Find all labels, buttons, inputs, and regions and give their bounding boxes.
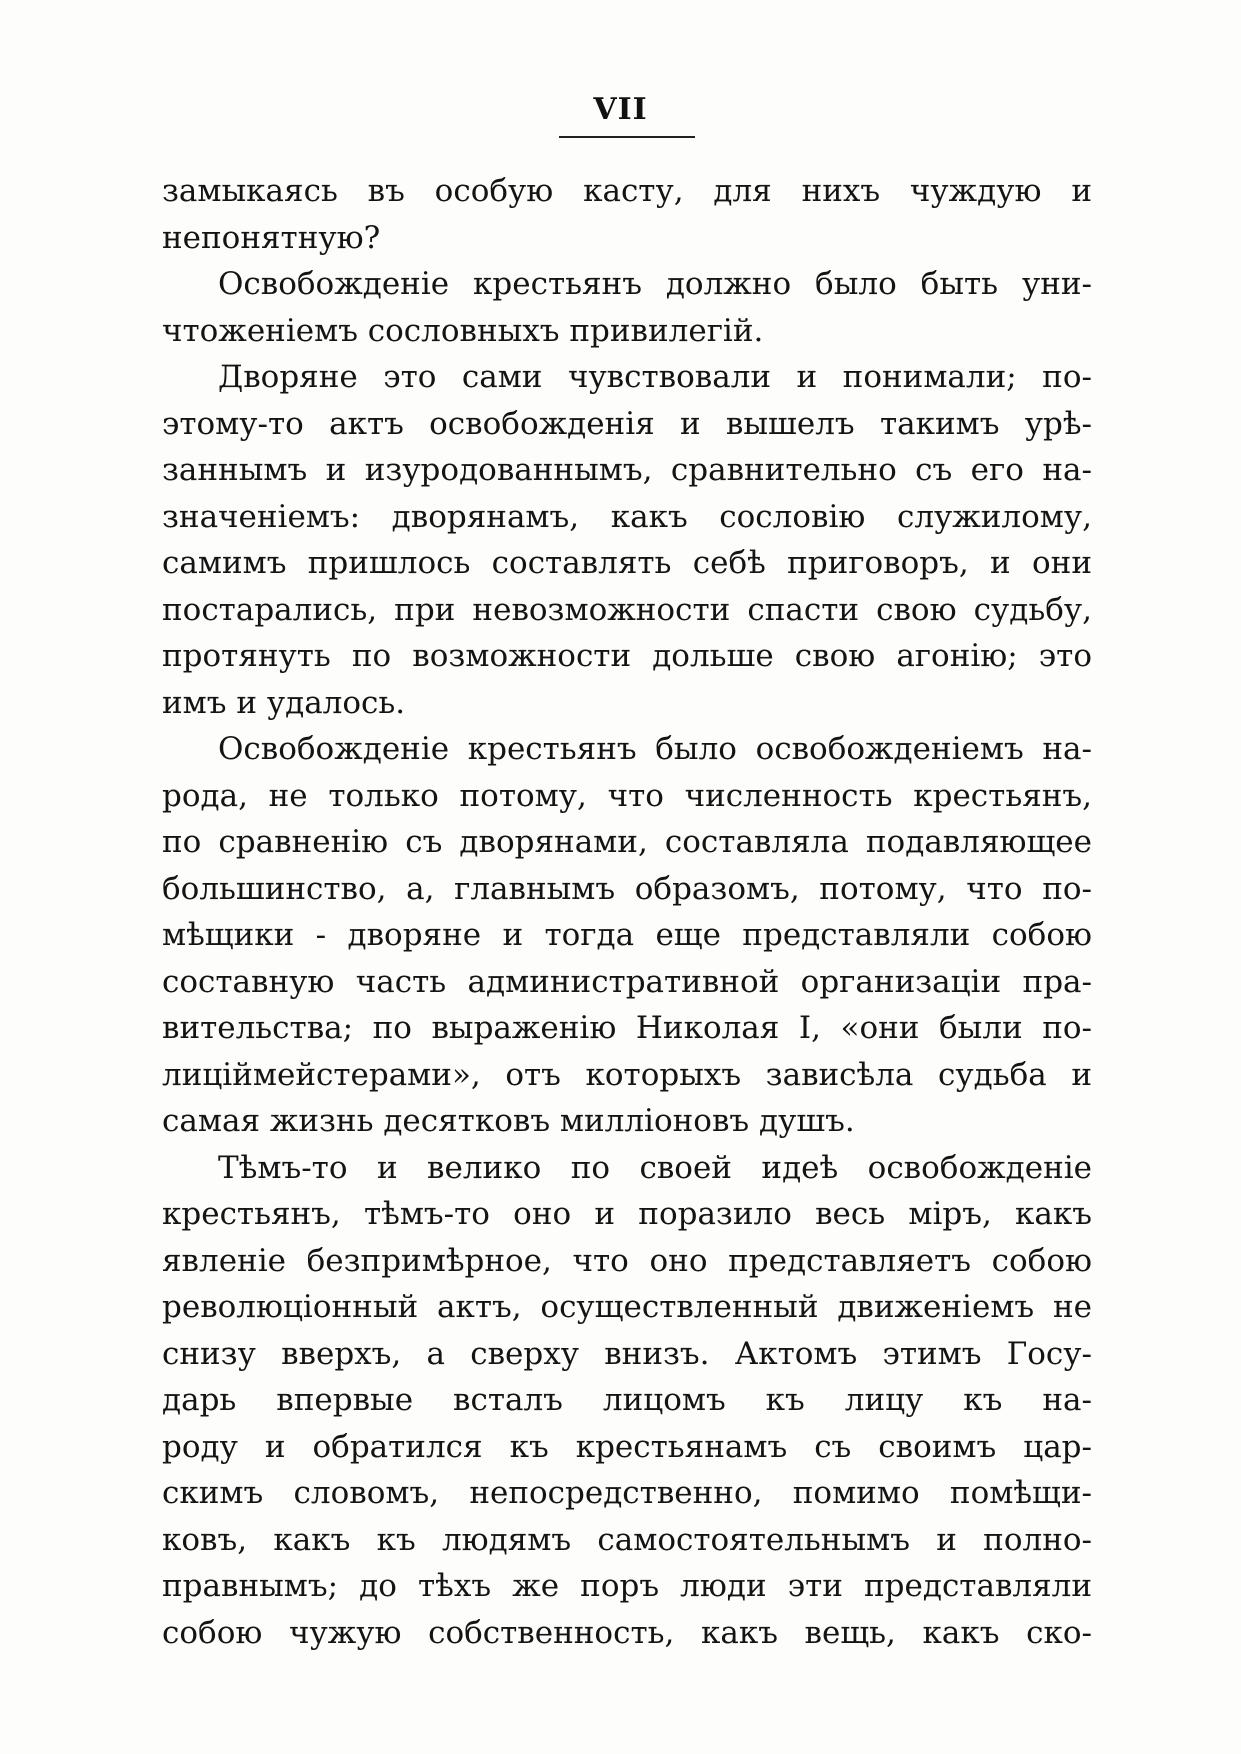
text-line: снизу вверхъ, а сверху внизъ. Актомъ этимъ Госу- bbox=[162, 1335, 1092, 1372]
text-line: ковъ, какъ къ людямъ самостоятельнымъ и полно- bbox=[162, 1521, 1092, 1558]
text-line: непонятную? bbox=[162, 219, 381, 256]
text-line: Освобожденіе крестьянъ было освобожденіемъ на- bbox=[218, 731, 1092, 767]
text-line: большинство, а, главнымъ образомъ, потому, что по- bbox=[162, 870, 1092, 907]
text-line: имъ и удалось. bbox=[162, 684, 406, 721]
text-line: Дворяне это сами чувствовали и понимали; по- bbox=[218, 359, 1092, 395]
text-line: этому-то актъ освобожденія и вышелъ такимъ урѣ- bbox=[162, 405, 1092, 442]
text-line: по сравненію съ дворянами, составляла подавляющее bbox=[162, 824, 1092, 860]
text-line: скимъ словомъ, непосредственно, помимо помѣщи- bbox=[162, 1475, 1092, 1511]
text-line: самимъ пришлось составлять себѣ приговоръ, и они bbox=[162, 545, 1092, 581]
text-line: правнымъ; до тѣхъ же поръ люди эти представляли bbox=[162, 1568, 1092, 1604]
text-line: Освобожденіе крестьянъ должно было быть уни- bbox=[218, 266, 1092, 302]
text-line: роду и обратился къ крестьянамъ съ своимъ цар- bbox=[162, 1428, 1092, 1465]
text-line: дарь впервые всталъ лицомъ къ лицу къ на- bbox=[162, 1382, 1092, 1418]
body-text bbox=[162, 168, 1092, 1656]
text-line: замыкаясь въ особую касту, для нихъ чуждую и bbox=[162, 173, 1092, 209]
page-number: VII bbox=[593, 92, 648, 127]
text-line: рода, не только потому, что численность крестьянъ, bbox=[162, 777, 1092, 814]
text-line: революціонный актъ, осуществленный движеніемъ не bbox=[162, 1289, 1092, 1325]
text-line: заннымъ и изуродованнымъ, сравнительно съ его на- bbox=[162, 452, 1092, 488]
text-line: чтоженіемъ сословныхъ привилегій. bbox=[162, 312, 764, 349]
text-line: Тѣмъ-то и велико по своей идеѣ освобожденіе bbox=[218, 1149, 1092, 1186]
text-line: значеніемъ: дворянамъ, какъ сословію служилому, bbox=[162, 498, 1092, 535]
text-line: мѣщики - дворяне и тогда еще представляли собою bbox=[162, 917, 1092, 953]
text-line: явленіе безпримѣрное, что оно представляетъ собою bbox=[162, 1242, 1092, 1279]
text-line: вительства; по выраженію Николая I, «они были по- bbox=[162, 1010, 1092, 1046]
text-line: составную часть административной организаціи пра- bbox=[162, 963, 1092, 1000]
page-number-rule bbox=[559, 136, 695, 138]
text-line: собою чужую собственность, какъ вещь, какъ ско- bbox=[162, 1614, 1092, 1651]
text-line: самая жизнь десятковъ милліоновъ душъ. bbox=[162, 1103, 855, 1139]
text-line: крестьянъ, тѣмъ-то оно и поразило весь міръ, какъ bbox=[162, 1196, 1092, 1232]
text-line: постарались, при невозможности спасти свою судьбу, bbox=[162, 591, 1092, 628]
text-line: протянуть по возможности дольше свою агонію; это bbox=[162, 638, 1092, 674]
text-line: лиціймейстерами», отъ которыхъ зависѣла судьба и bbox=[162, 1056, 1092, 1093]
